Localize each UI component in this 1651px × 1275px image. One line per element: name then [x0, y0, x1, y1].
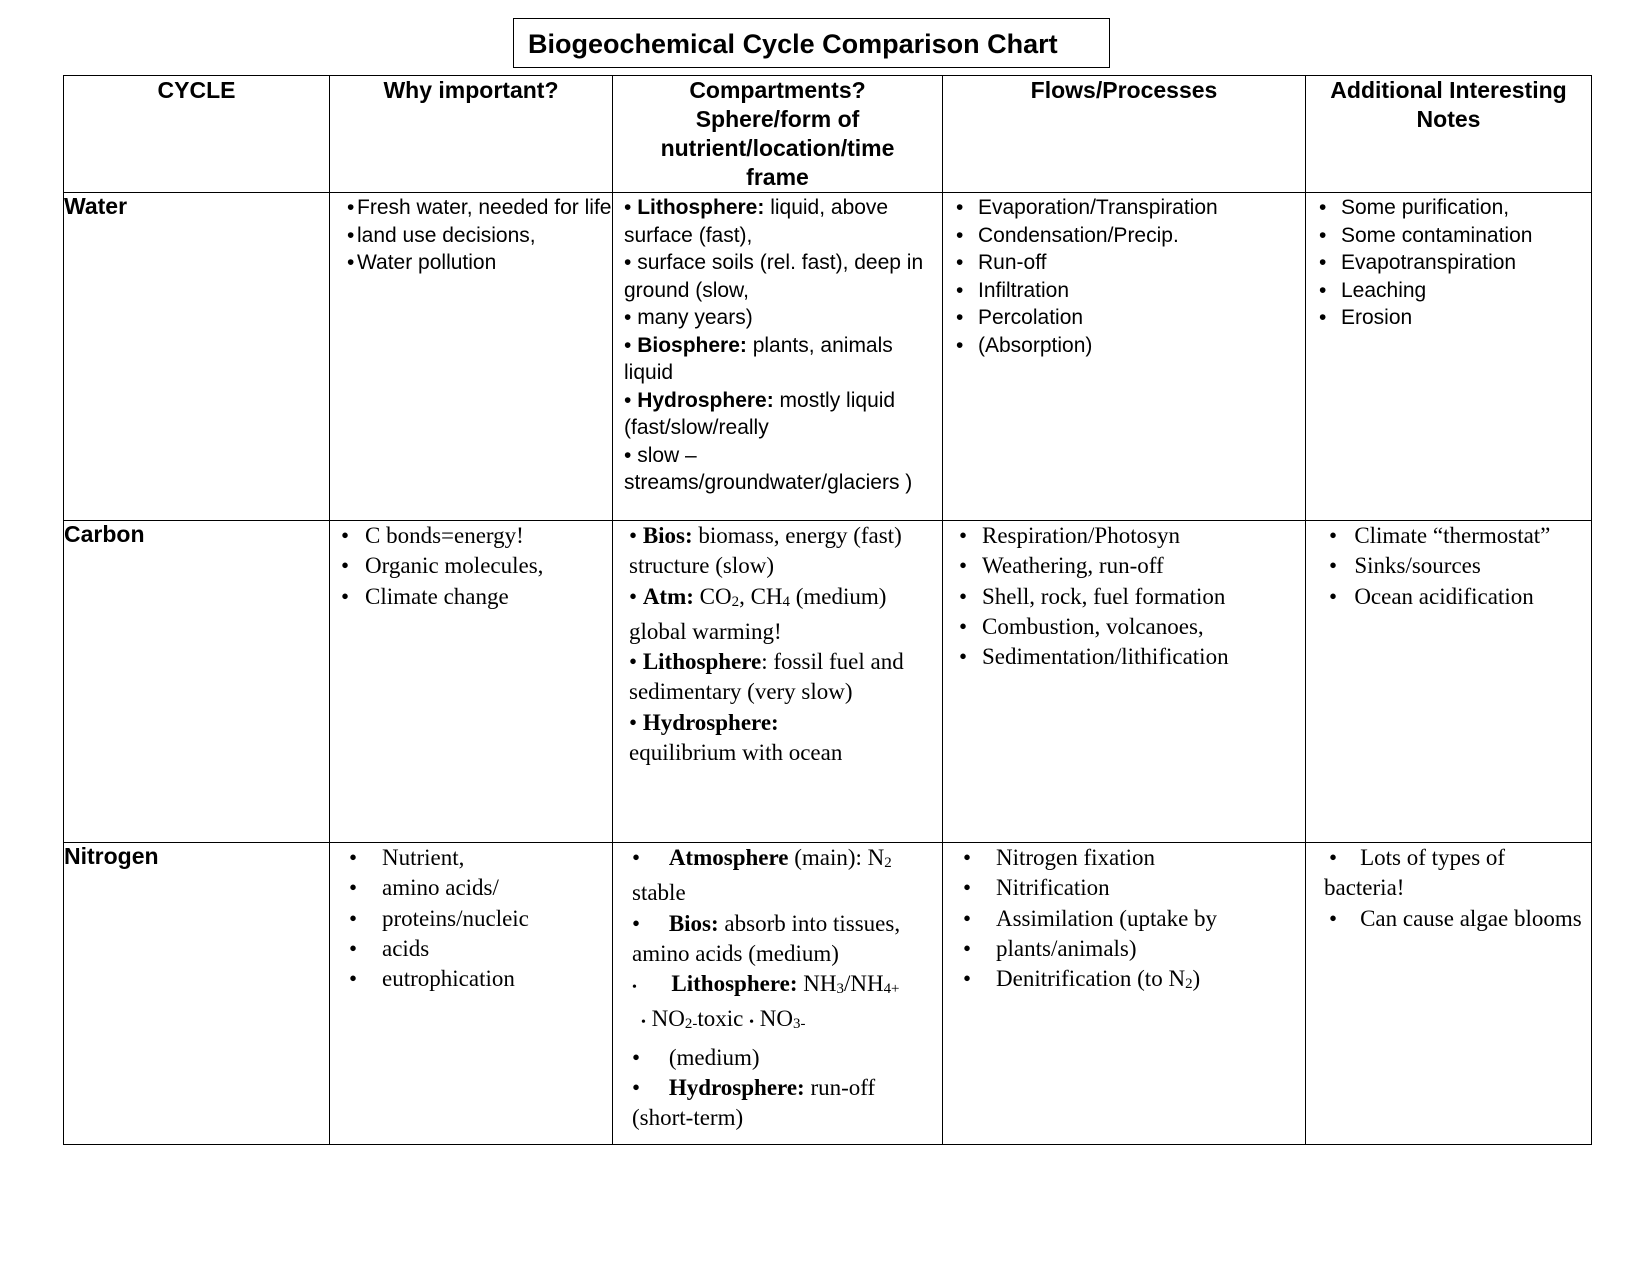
- list-item: • Sedimentation/lithification: [943, 642, 1305, 672]
- carbon-compartments-cell: [613, 521, 943, 843]
- row-nitrogen: [64, 843, 1592, 1145]
- carbon-notes-cell: [1306, 521, 1592, 843]
- nitrogen-why-cell: [330, 843, 613, 1145]
- list-item: • Water pollution: [330, 249, 612, 277]
- list-item: • Hydrosphere: run-off (short-term): [632, 1075, 876, 1131]
- list-item: • Climate “thermostat”: [1329, 523, 1551, 548]
- list-item: • many years): [624, 306, 753, 329]
- list-item: • Leaching: [1306, 277, 1591, 305]
- list-item: • Hydrosphere: equilibrium with ocean: [629, 709, 843, 766]
- list-item: • Atm: $CO_2$, $CH_4$ (medium) global warming!: [629, 583, 887, 644]
- list-item: • Erosion: [1306, 304, 1591, 332]
- list-item: • Nitrification: [943, 873, 1305, 903]
- cycle-name-carbon: Carbon: [64, 521, 330, 843]
- carbon-flows-list: [943, 521, 1305, 672]
- list-item: • Lots of types of bacteria!: [1324, 845, 1506, 901]
- list-item: • Hydrosphere: mostly liquid (fast/slow/really: [624, 388, 896, 439]
- list-item: • eutrophication: [330, 964, 612, 994]
- list-item: • (medium): [632, 1044, 760, 1070]
- nitrogen-why-list: [330, 843, 612, 994]
- list-item: • Some contamination: [1306, 222, 1591, 250]
- nitrogen-compartments-cell: [613, 843, 943, 1145]
- list-item: • Fresh water, needed for life: [330, 194, 612, 222]
- list-item: • Run-off: [943, 249, 1305, 277]
- row-water: [64, 193, 1592, 521]
- page-title: Biogeochemical Cycle Comparison Chart: [513, 18, 1110, 68]
- row-carbon: [64, 521, 1592, 843]
- header-why: Why important?: [330, 76, 613, 193]
- list-item: • Lithosphere: fossil fuel and sedimentary (very slow): [629, 649, 904, 705]
- list-item: • slow – streams/groundwater/glaciers ): [624, 443, 913, 494]
- list-item: • Evaporation/Transpiration: [943, 194, 1305, 222]
- carbon-why-cell: [330, 521, 613, 843]
- list-item: • plants/animals): [943, 934, 1305, 964]
- list-item: • Combustion, volcanoes,: [943, 612, 1305, 642]
- water-why-cell: [330, 193, 613, 521]
- water-flows-list: [943, 194, 1305, 359]
- cycle-name-water: Water: [64, 193, 330, 521]
- list-item: • Respiration/Photosyn: [943, 521, 1305, 551]
- water-why-list: [330, 194, 612, 277]
- list-item: • Can cause algae blooms: [1329, 905, 1582, 931]
- list-item: • Denitrification (to $N_2$): [943, 964, 1305, 999]
- water-compartments-cell: [613, 193, 943, 521]
- list-item: • Atmosphere (main): $N_2$ stable: [632, 845, 892, 906]
- nitrogen-flows-cell: [943, 843, 1306, 1145]
- list-item: • Ocean acidification: [1329, 583, 1534, 609]
- nitrogen-notes-cell: [1306, 843, 1592, 1145]
- list-item: • Bios: biomass, energy (fast) structure (slow): [629, 523, 902, 579]
- list-item: • amino acids/: [330, 873, 612, 903]
- header-notes: Additional Interesting Notes: [1306, 76, 1592, 193]
- cycle-name-nitrogen: Nitrogen: [64, 843, 330, 1145]
- list-item: • Some purification,: [1306, 194, 1591, 222]
- water-notes-list: [1306, 194, 1591, 332]
- list-item: • Condensation/Precip.: [943, 222, 1305, 250]
- header-cycle: CYCLE: [64, 76, 330, 193]
- list-item: • acids: [330, 934, 612, 964]
- list-item: • Sinks/sources: [1329, 553, 1481, 579]
- list-item: • Nutrient,: [330, 843, 612, 873]
- water-flows-cell: [943, 193, 1306, 521]
- list-item: • land use decisions,: [330, 222, 612, 250]
- nitrogen-flows-list: [943, 843, 1305, 999]
- carbon-flows-cell: [943, 521, 1306, 843]
- list-item: • Climate change: [330, 582, 612, 612]
- list-item: • Lithosphere: liquid, above surface (fast),: [624, 196, 889, 247]
- list-item: • Shell, rock, fuel formation: [943, 582, 1305, 612]
- list-item: • (Absorption): [943, 332, 1305, 360]
- list-item: • Bios: absorb into tissues, amino acids (medium): [632, 910, 901, 966]
- list-item: • C bonds=energy!: [330, 521, 612, 551]
- list-item: • $NO_{2-}toxic$ • $NO_{3-}$: [641, 1006, 806, 1033]
- list-item: • proteins/nucleic: [330, 904, 612, 934]
- comparison-table: [63, 75, 1592, 1145]
- list-item: • surface soils (rel. fast), deep in ground (slow,: [624, 251, 924, 302]
- list-item: • Weathering, run-off: [943, 551, 1305, 581]
- water-notes-cell: [1306, 193, 1592, 521]
- header-flows: Flows/Processes: [943, 76, 1306, 193]
- list-item: • Assimilation (uptake by: [943, 904, 1305, 934]
- list-item: • Nitrogen fixation: [943, 843, 1305, 873]
- list-item: • Evapotranspiration: [1306, 249, 1591, 277]
- header-compartments: Compartments? Sphere/form of nutrient/location/time frame: [613, 76, 943, 193]
- list-item: • Infiltration: [943, 277, 1305, 305]
- list-item: • Biosphere: plants, animals liquid: [624, 333, 893, 384]
- list-item: • Percolation: [943, 304, 1305, 332]
- list-item: • Lithosphere: $NH_3/NH_{4+}$: [632, 971, 900, 998]
- carbon-why-list: [330, 521, 612, 612]
- header-row: [64, 76, 1592, 193]
- list-item: • Organic molecules,: [330, 551, 612, 581]
